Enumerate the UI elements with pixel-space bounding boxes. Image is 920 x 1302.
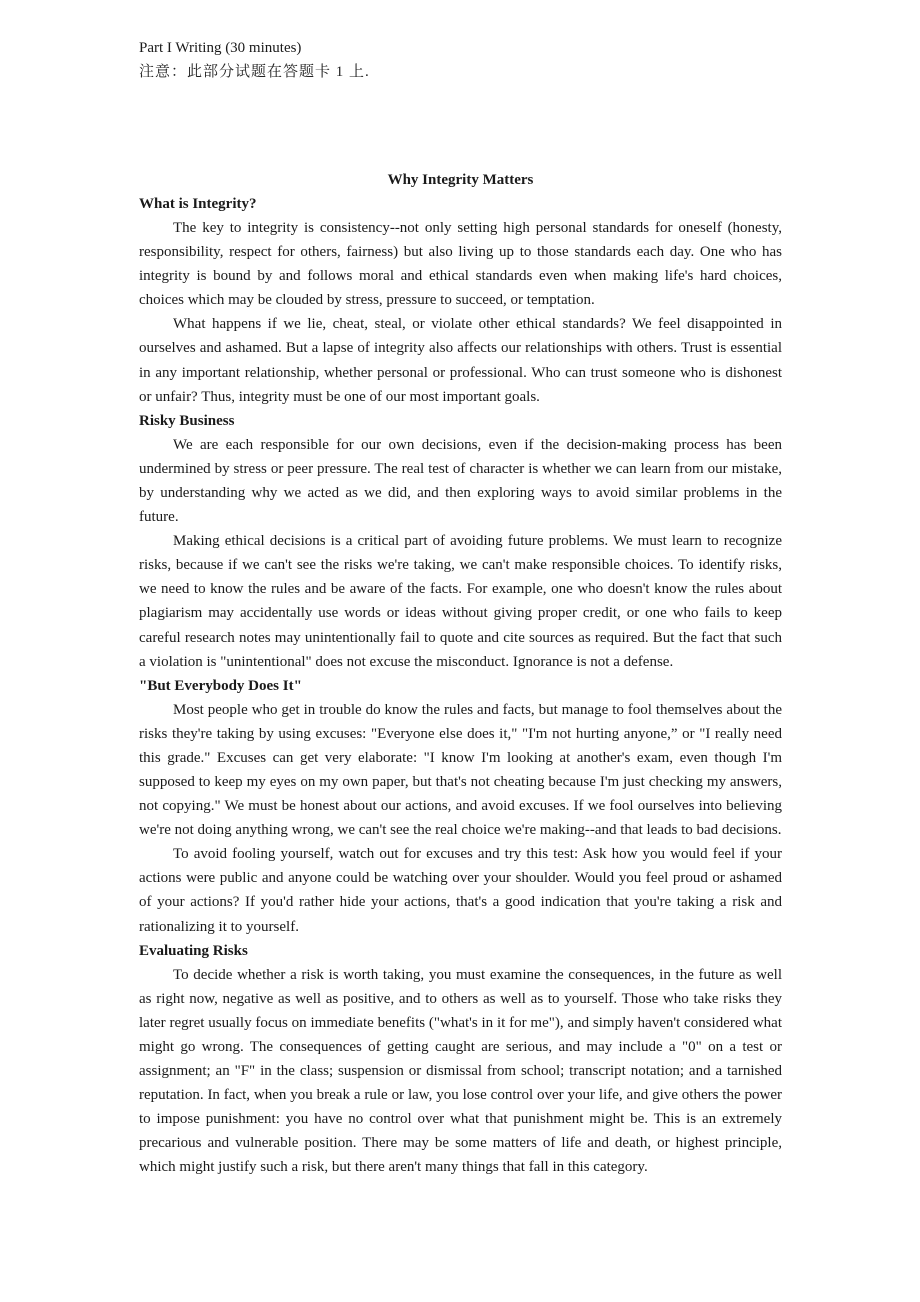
paragraph: To avoid fooling yourself, watch out for excuses and try this test: Ask how you would feel if your actions were public and anyone could be watching over your shoulder. Would you feel proud or ashamed of your actions? If you'd rather hide your actions, that's a good indication that you're taking a risk and rationalizing it to yourself.: [139, 846, 782, 935]
section-heading: Evaluating Risks: [139, 942, 248, 959]
section-evaluating-risks: [139, 939, 782, 1180]
document-page: [139, 36, 782, 1179]
section-but-everybody-does-it: [139, 674, 782, 939]
paragraph: Most people who get in trouble do know the rules and facts, but manage to fool themselves about the risks they're taking by using excuses: "Everyone else does it," "I'm not hurting anyone,” or "I really need this grade." Excuses can get very elaborate: "I know I'm looking at another's exam, even though I'm supposed to keep my eyes on my own paper, but that's not cheating because I'm just checking my answers, not copying." We must be honest about our actions, and avoid excuses. If we fool ourselves into believing we're not doing anything wrong, we can't see the real choice we're making--and that leads to bad decisions.: [139, 701, 782, 839]
paragraph: What happens if we lie, cheat, steal, or violate other ethical standards? We feel disappointed in ourselves and ashamed. But a lapse of integrity also affects our relationships with others. Trust is essential in any important relationship, whether personal or professional. Who can trust someone who is dishonest or unfair? Thus, integrity must be one of our most important goals.: [139, 316, 782, 405]
paragraph: The key to integrity is consistency--not only setting high personal standards for oneself (honesty, responsibility, respect for others, fairness) but also living up to those standards each day. One who has integrity is bound by and follows moral and ethical standards even when making life's hard choices, choices which may be clouded by stress, pressure to succeed, or temptation.: [139, 220, 782, 309]
section-heading: "But Everybody Does It": [139, 677, 302, 694]
essay-title: Why Integrity Matters: [387, 172, 534, 188]
section-what-is-integrity: [139, 192, 782, 409]
paragraph: We are each responsible for our own decisions, even if the decision-making process has been undermined by stress or peer pressure. The real test of character is whether we can learn from our mistake, by understanding why we acted as we did, and then exploring ways to avoid similar problems in the future.: [139, 436, 782, 526]
answer-sheet-notice: 注意：此部分试题在答题卡 1 上.: [139, 64, 370, 80]
paragraph: Making ethical decisions is a critical part of avoiding future problems. We must learn to recognize risks, because if we can't see the risks we're taking, we can't make responsible choices. To identify risks, we need to know the rules and be aware of the facts. For example, one who doesn't know the rules about plagiarism may accidentally use words or ideas without giving proper credit, or one who fails to keep careful research notes may unintentionally fail to quote and cite sources as required. But the fact that such a violation is "unintentional" does not excuse the misconduct. Ignorance is not a defense.: [139, 533, 782, 670]
section-risky-business: [139, 409, 782, 674]
section-heading: What is Integrity?: [139, 196, 257, 212]
paragraph: To decide whether a risk is worth taking, you must examine the consequences, in the future as well as right now, negative as well as positive, and to others as well as to yourself. Those who take risks they later regret usually focus on immediate benefits ("what's in it for me"), and simply haven't considered what might go wrong. The consequences of getting caught are serious, and may include a "0" on a test or assignment; an "F" in the class; suspension or dismissal from school; transcript notation; and a tarnished reputation. In fact, when you break a rule or law, you lose control over your life, and give others the power to impose punishment: you have no control over what that punishment might be. This is an extremely precarious and vulnerable position. There may be some matters of life and death, or highest principle, which might justify such a risk, but there aren't many things that fall in this category.: [139, 966, 782, 1176]
section-heading: Risky Business: [139, 412, 235, 429]
part-heading: Part I Writing (30 minutes): [139, 40, 302, 56]
